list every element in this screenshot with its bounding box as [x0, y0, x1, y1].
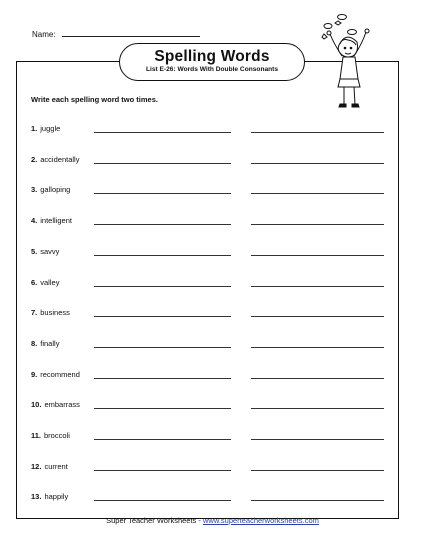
- page-subtitle: List E-26: Words With Double Consonants: [145, 66, 279, 73]
- footer-link[interactable]: www.superteacherworksheets.com: [202, 516, 319, 525]
- spelling-word: intelligent: [40, 216, 72, 225]
- spelling-word: recommend: [40, 370, 80, 379]
- word-number: 6.: [31, 278, 38, 287]
- answer-blank-1[interactable]: [94, 470, 231, 471]
- word-row: [31, 492, 68, 504]
- title-box: [119, 43, 305, 81]
- word-row: [31, 431, 70, 443]
- word-row: [31, 185, 70, 197]
- instructions: Write each spelling word two times.: [31, 95, 158, 104]
- word-number: 5.: [31, 247, 38, 256]
- word-row: [31, 247, 59, 259]
- answer-blank-1[interactable]: [94, 378, 231, 379]
- juggling-girl-icon: [318, 12, 390, 112]
- word-row: [31, 339, 59, 351]
- spelling-word: valley: [40, 278, 60, 287]
- answer-blank-2[interactable]: [251, 470, 384, 471]
- word-row: [31, 155, 79, 167]
- word-number: 12.: [31, 462, 42, 471]
- word-row: [31, 462, 68, 474]
- answer-blank-1[interactable]: [94, 132, 231, 133]
- spelling-word: accidentally: [40, 155, 80, 164]
- name-row: [32, 28, 200, 39]
- answer-blank-1[interactable]: [94, 316, 231, 317]
- word-row: [31, 216, 72, 228]
- spelling-word: juggle: [40, 124, 61, 133]
- answer-blank-2[interactable]: [251, 163, 384, 164]
- answer-blank-1[interactable]: [94, 286, 231, 287]
- word-number: 13.: [31, 492, 42, 501]
- word-number: 10.: [31, 400, 42, 409]
- spelling-word: current: [44, 462, 68, 471]
- answer-blank-2[interactable]: [251, 132, 384, 133]
- answer-blank-2[interactable]: [251, 255, 384, 256]
- word-number: 8.: [31, 339, 38, 348]
- answer-blank-2[interactable]: [251, 286, 384, 287]
- word-row: [31, 400, 80, 412]
- spelling-word: happily: [44, 492, 69, 501]
- word-number: 1.: [31, 124, 38, 133]
- spelling-word: embarrass: [44, 400, 80, 409]
- spelling-word: business: [40, 308, 70, 317]
- answer-blank-1[interactable]: [94, 255, 231, 256]
- name-label: Name:: [32, 30, 56, 39]
- answer-blank-2[interactable]: [251, 224, 384, 225]
- answer-blank-1[interactable]: [94, 439, 231, 440]
- answer-blank-2[interactable]: [251, 439, 384, 440]
- worksheet-frame: [16, 61, 399, 519]
- spelling-word: finally: [40, 339, 60, 348]
- word-row: [31, 278, 59, 290]
- answer-blank-1[interactable]: [94, 500, 231, 501]
- word-number: 7.: [31, 308, 38, 317]
- name-field[interactable]: [62, 28, 200, 37]
- word-number: 4.: [31, 216, 38, 225]
- word-row: [31, 308, 70, 320]
- answer-blank-2[interactable]: [251, 316, 384, 317]
- page-title: Spelling Words: [154, 48, 270, 65]
- answer-blank-1[interactable]: [94, 224, 231, 225]
- word-number: 3.: [31, 185, 38, 194]
- answer-blank-1[interactable]: [94, 193, 231, 194]
- spelling-word: savvy: [40, 247, 60, 256]
- word-number: 11.: [31, 431, 42, 440]
- answer-blank-2[interactable]: [251, 408, 384, 409]
- word-row: [31, 124, 60, 136]
- answer-blank-2[interactable]: [251, 193, 384, 194]
- answer-blank-2[interactable]: [251, 347, 384, 348]
- word-number: 2.: [31, 155, 38, 164]
- answer-blank-1[interactable]: [94, 163, 231, 164]
- spelling-word: broccoli: [44, 431, 70, 440]
- answer-blank-1[interactable]: [94, 347, 231, 348]
- word-row: [31, 370, 80, 382]
- footer-text: Super Teacher Worksheets -: [106, 516, 203, 525]
- word-number: 9.: [31, 370, 38, 379]
- spelling-word: galloping: [40, 185, 71, 194]
- answer-blank-2[interactable]: [251, 500, 384, 501]
- footer: [0, 516, 425, 525]
- answer-blank-1[interactable]: [94, 408, 231, 409]
- answer-blank-2[interactable]: [251, 378, 384, 379]
